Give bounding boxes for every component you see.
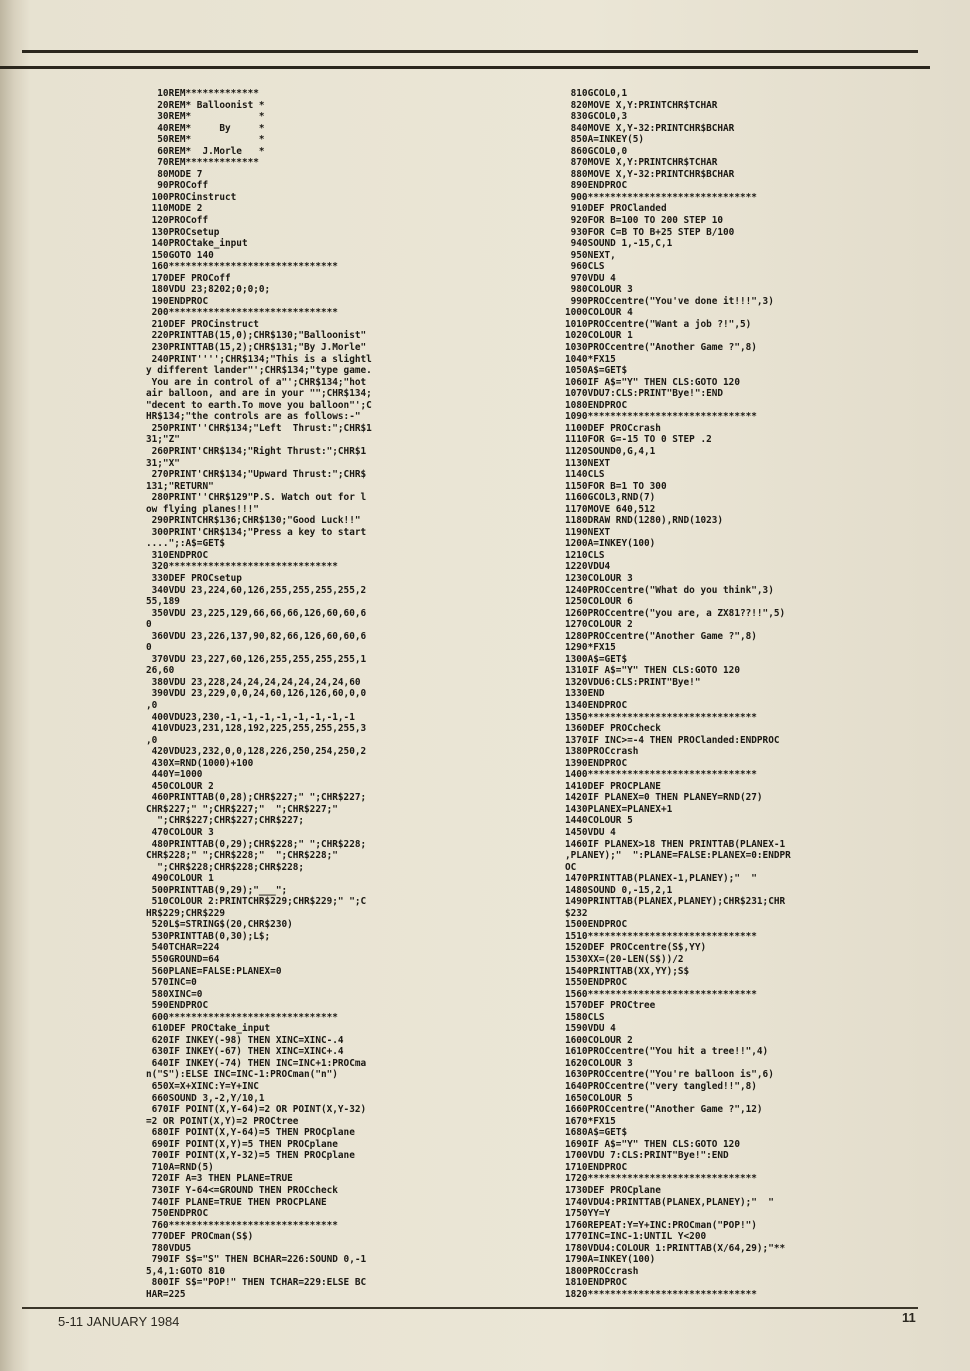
code-line: 1330END [565, 688, 605, 700]
code-line: 1440COLOUR 5 [565, 815, 633, 827]
code-line: 1210CLS [565, 549, 605, 561]
code-line: 55,189 [146, 596, 180, 608]
code-line: 1660PROCcentre("Another Game ?",12) [565, 1104, 763, 1116]
code-line: 250PRINT''CHR$134;"Left Thrust:";CHR$1 [146, 422, 372, 434]
code-line: 1130NEXT [565, 457, 611, 469]
code-line: 690IF POINT(X,Y)=5 THEN PROCplane [146, 1138, 338, 1150]
code-line: ow flying planes!!!" [146, 503, 259, 515]
code-line: HR$134;"the controls are as follows:-" [146, 411, 361, 423]
code-line: 1250COLOUR 6 [565, 596, 633, 608]
code-line: 1060IF A$="Y" THEN CLS:GOTO 120 [565, 376, 740, 388]
code-line: 140PROCtake_input [146, 238, 248, 250]
code-line: 910DEF PROClanded [565, 203, 667, 215]
code-line: 890ENDPROC [565, 180, 628, 192]
code-line: 320****************************** [146, 561, 338, 573]
code-line: 180VDU 23;8202;0;0;0; [146, 284, 271, 296]
code-line: 1550ENDPROC [565, 977, 628, 989]
code-line: 1280PROCcentre("Another Game ?",8) [565, 630, 757, 642]
code-line: 370VDU 23,227,60,126,255,255,255,255,1 [146, 653, 367, 665]
code-line: 700IF POINT(X,Y-32)=5 THEN PROCplane [146, 1150, 355, 1162]
code-line: 0 [146, 619, 152, 631]
code-line: 130PROCsetup [146, 226, 220, 238]
code-line: 1360DEF PROCcheck [565, 723, 661, 735]
code-line: OC [565, 861, 577, 873]
code-line: 1010PROCcentre("Want a job ?!",5) [565, 318, 752, 330]
code-line: 40REM* By * [146, 122, 265, 134]
code-line: 1110FOR G=-15 TO 0 STEP .2 [565, 434, 712, 446]
code-line: 750ENDPROC [146, 1208, 209, 1220]
code-line: 1520DEF PROCcentre(S$,YY) [565, 942, 707, 954]
code-line: 1200A=INKEY(100) [565, 538, 656, 550]
code-line: 270PRINT'CHR$134;"Upward Thrust:";CHR$ [146, 469, 367, 481]
code-line: 1020COLOUR 1 [565, 330, 633, 342]
code-line: 1090****************************** [565, 411, 757, 423]
code-line: 1720****************************** [565, 1173, 757, 1185]
code-line: HAR=225 [146, 1288, 186, 1300]
code-line: 90PROCoff [146, 180, 209, 192]
code-line: 740IF PLANE=TRUE THEN PROCPLANE [146, 1196, 327, 1208]
code-line: 540TCHAR=224 [146, 942, 220, 954]
code-line: ";CHR$228;CHR$228;CHR$228; [146, 861, 305, 873]
code-line: 720IF A=3 THEN PLANE=TRUE [146, 1173, 293, 1185]
code-line: 1670*FX15 [565, 1115, 616, 1127]
code-line: 1680A$=GET$ [565, 1127, 628, 1139]
code-line: 450COLOUR 2 [146, 780, 214, 792]
code-line: 470COLOUR 3 [146, 827, 214, 838]
code-line: 1750YY=Y [565, 1208, 611, 1220]
code-line: 1040*FX15 [565, 353, 616, 365]
code-line: ";CHR$227;CHR$227;CHR$227; [146, 815, 305, 827]
code-line: 960CLS [565, 261, 605, 273]
code-line: 1100DEF PROCcrash [565, 422, 661, 434]
code-line: 880MOVE X,Y-32:PRINTCHR$BCHAR [565, 168, 735, 180]
code-line: 1290*FX15 [565, 642, 616, 654]
code-line: 1460IF PLANEX>18 THEN PRINTTAB(PLANEX-1 [565, 838, 786, 850]
code-line: 420VDU23,232,0,0,128,226,250,254,250,2 [146, 746, 367, 758]
code-line: 1790A=INKEY(100) [565, 1254, 656, 1266]
code-line: 1080ENDPROC [565, 399, 628, 411]
code-line: 1070VDU7:CLS:PRINT"Bye!":END [565, 388, 724, 400]
code-line: 280PRINT''CHR$129"P.S. Watch out for l [146, 492, 367, 504]
code-line: 510COLOUR 2:PRINTCHR$229;CHR$229;" ";C [146, 896, 367, 908]
code-line: air balloon, and are in your "";CHR$134; [146, 388, 372, 400]
code-line: 920FOR B=100 TO 200 STEP 10 [565, 215, 724, 227]
code-line: 1700VDU 7:CLS:PRINT"Bye!":END [565, 1150, 729, 1162]
code-line: 0 [146, 642, 152, 654]
code-line: 120PROCoff [146, 215, 209, 227]
code-line: 500PRINTTAB(9,29);"___"; [146, 884, 288, 896]
code-line: 1470PRINTTAB(PLANEX-1,PLANEY);" " [565, 873, 757, 885]
code-line: 1620COLOUR 3 [565, 1057, 633, 1069]
code-line: 830GCOL0,3 [565, 111, 628, 123]
bottom-rule [22, 1307, 918, 1309]
code-line: 900****************************** [565, 191, 757, 203]
code-line: 1810ENDPROC [565, 1277, 628, 1289]
code-line: 1030PROCcentre("Another Game ?",8) [565, 342, 757, 354]
code-line: 1160GCOL3,RND(7) [565, 492, 656, 504]
code-line: 380VDU 23,228,24,24,24,24,24,24,24,60 [146, 676, 361, 688]
code-line: 1800PROCcrash [565, 1265, 639, 1277]
top-rule [22, 50, 918, 53]
code-line: ,PLANEY);" ":PLANE=FALSE:PLANEX=0:ENDPR [565, 850, 791, 862]
code-line: 970VDU 4 [565, 272, 616, 284]
code-line: 1350****************************** [565, 711, 757, 723]
code-line: HR$229;CHR$229 [146, 907, 226, 919]
code-line: 680IF POINT(X,Y-64)=5 THEN PROCplane [146, 1127, 355, 1139]
code-line: 150GOTO 140 [146, 249, 214, 261]
code-line: 860GCOL0,0 [565, 145, 628, 157]
code-line: 1310IF A$="Y" THEN CLS:GOTO 120 [565, 665, 740, 677]
code-line: 26,60 [146, 665, 175, 677]
code-line: 1430PLANEX=PLANEX+1 [565, 803, 673, 815]
code-line: 210DEF PROCinstruct [146, 318, 259, 330]
code-line: 1260PROCcentre("you are, a ZX81??!!",5) [565, 607, 786, 619]
code-line: ....";:A$=GET$ [146, 538, 226, 550]
code-line: 630IF INKEY(-67) THEN XINC=XINC+.4 [146, 1046, 344, 1058]
code-line: 360VDU 23,226,137,90,82,66,126,60,60,6 [146, 630, 367, 642]
code-line: 770DEF PROCman(S$) [146, 1231, 254, 1243]
code-line: 1190NEXT [565, 526, 611, 538]
code-line: 1760REPEAT:Y=Y+INC:PROCman("POP!") [565, 1219, 757, 1231]
code-line: 1570DEF PROCtree [565, 1000, 656, 1012]
code-line: 600****************************** [146, 1011, 338, 1023]
code-line: 200****************************** [146, 307, 338, 319]
code-line: 1740VDU4:PRINTTAB(PLANEX,PLANEY);" " [565, 1196, 774, 1208]
code-line: 1230COLOUR 3 [565, 572, 633, 584]
code-line: 230PRINTTAB(15,2);CHR$131;"By J.Morle" [146, 342, 367, 354]
code-line: 390VDU 23,229,0,0,24,60,126,126,60,0,0 [146, 688, 367, 700]
code-line: 170DEF PROCoff [146, 272, 231, 284]
code-line: 1650COLOUR 5 [565, 1092, 633, 1104]
code-line: 1240PROCcentre("What do you think",3) [565, 584, 774, 596]
code-line: 20REM* Balloonist * [146, 99, 265, 111]
code-line: 1500ENDPROC [565, 919, 628, 931]
page-number: 11 [902, 1310, 916, 1325]
code-line: 550GROUND=64 [146, 954, 220, 966]
code-line: 480PRINTTAB(0,29);CHR$228;" ";CHR$228; [146, 838, 367, 850]
code-line: 1320VDU6:CLS:PRINT"Bye!" [565, 676, 701, 688]
code-line: 260PRINT'CHR$134;"Right Thrust:";CHR$1 [146, 445, 367, 457]
code-line: 340VDU 23,224,60,126,255,255,255,255,2 [146, 584, 367, 596]
code-line: 31;"Z" [146, 434, 180, 446]
code-line: 1450VDU 4 [565, 827, 616, 838]
code-line: 610DEF PROCtake_input [146, 1023, 271, 1035]
code-line: 30REM* * [146, 111, 265, 123]
code-line: 990PROCcentre("You've done it!!!",3) [565, 295, 774, 307]
code-line: 940SOUND 1,-15,C,1 [565, 238, 673, 250]
top-rule-secondary [0, 66, 930, 69]
code-line: 1710ENDPROC [565, 1161, 628, 1173]
code-line: 1140CLS [565, 469, 605, 481]
code-line: 80MODE 7 [146, 168, 203, 180]
code-line: 1690IF A$="Y" THEN CLS:GOTO 120 [565, 1138, 740, 1150]
code-line: $232 [565, 907, 588, 919]
code-line: 1370IF INC>=-4 THEN PROClanded:ENDPROC [565, 734, 780, 746]
code-line: 190ENDPROC [146, 295, 209, 307]
code-line: 240PRINT'''';CHR$134;"This is a slightl [146, 353, 372, 365]
code-line: 410VDU23,231,128,192,225,255,255,255,3 [146, 723, 367, 735]
code-line: 400VDU23,230,-1,-1,-1,-1,-1,-1,-1,-1 [146, 711, 355, 723]
code-line: 820MOVE X,Y:PRINTCHR$TCHAR [565, 99, 718, 111]
code-line: 520L$=STRING$(20,CHR$230) [146, 919, 293, 931]
code-line: 620IF INKEY(-98) THEN XINC=XINC-.4 [146, 1034, 344, 1046]
code-line: 1220VDU4 [565, 561, 611, 573]
code-line: 5,4,1:GOTO 810 [146, 1265, 226, 1277]
code-line: 31;"X" [146, 457, 180, 469]
code-line: 1530XX=(20-LEN(S$))/2 [565, 954, 684, 966]
code-line: 350VDU 23,225,129,66,66,66,126,60,60,6 [146, 607, 367, 619]
code-line: 840MOVE X,Y-32:PRINTCHR$BCHAR [565, 122, 735, 134]
code-line: 1270COLOUR 2 [565, 619, 633, 631]
code-line: 1770INC=INC-1:UNTIL Y<200 [565, 1231, 707, 1243]
code-line: 50REM* * [146, 134, 265, 146]
code-line: 330DEF PROCsetup [146, 572, 242, 584]
code-line: You are in control of a"';CHR$134;"hot [146, 376, 367, 388]
code-line: 1420IF PLANEX=0 THEN PLANEY=RND(27) [565, 792, 763, 804]
code-line: 950NEXT, [565, 249, 616, 261]
code-line: 60REM* J.Morle * [146, 145, 265, 157]
code-line: 1600COLOUR 2 [565, 1034, 633, 1046]
code-line: 1580CLS [565, 1011, 605, 1023]
code-line: 1410DEF PROCPLANE [565, 780, 661, 792]
code-line: 490COLOUR 1 [146, 873, 214, 885]
code-line: y different lander"';CHR$134;"type game. [146, 365, 372, 377]
code-line: 870MOVE X,Y:PRINTCHR$TCHAR [565, 157, 718, 169]
code-line: 100PROCinstruct [146, 191, 237, 203]
code-line: n("S"):ELSE INC=INC-1:PROCman("n") [146, 1069, 338, 1081]
code-line: 1540PRINTTAB(XX,YY);S$ [565, 965, 690, 977]
issue-date: 5-11 JANUARY 1984 [58, 1314, 180, 1329]
code-line: 850A=INKEY(5) [565, 134, 645, 146]
code-line: 430X=RND(1000)+100 [146, 757, 254, 769]
code-line: 1510****************************** [565, 930, 757, 942]
code-line: 650X=X+XINC:Y=Y+INC [146, 1081, 259, 1093]
code-line: 560PLANE=FALSE:PLANEX=0 [146, 965, 282, 977]
code-line: ,0 [146, 699, 158, 711]
code-line: 10REM************* [146, 88, 259, 99]
code-line: 460PRINTTAB(0,28);CHR$227;" ";CHR$227; [146, 792, 367, 804]
code-line: 730IF Y-64<=GROUND THEN PROCcheck [146, 1184, 338, 1196]
code-line: 160****************************** [146, 261, 338, 273]
code-line: 1590VDU 4 [565, 1023, 616, 1035]
code-line: "decent to earth.To move you balloon"';C [146, 399, 372, 411]
code-line: 131;"RETURN" [146, 480, 214, 492]
code-line: CHR$228;" ";CHR$228;" ";CHR$228;" [146, 850, 338, 862]
code-line: 590ENDPROC [146, 1000, 209, 1012]
code-line: 1170MOVE 640,512 [565, 503, 656, 515]
code-line: 300PRINT'CHR$134;"Press a key to start [146, 526, 367, 538]
code-line: 1000COLOUR 4 [565, 307, 633, 319]
program-listing-right-column [565, 88, 857, 1300]
code-line: 670IF POINT(X,Y-64)=2 OR POINT(X,Y-32) [146, 1104, 367, 1116]
code-line: 1730DEF PROCplane [565, 1184, 661, 1196]
code-line: 1390ENDPROC [565, 757, 628, 769]
code-line: 220PRINTTAB(15,0);CHR$130;"Balloonist" [146, 330, 367, 342]
code-line: ,0 [146, 734, 158, 746]
program-listing-left-column [146, 88, 438, 1300]
code-line: 1560****************************** [565, 988, 757, 1000]
code-line: 790IF S$="S" THEN BCHAR=226:SOUND 0,-1 [146, 1254, 367, 1266]
code-line: 1780VDU4:COLOUR 1:PRINTTAB(X/64,29);"** [565, 1242, 786, 1254]
code-line: 760****************************** [146, 1219, 338, 1231]
code-line: 1120SOUND0,G,4,1 [565, 445, 656, 457]
code-line: 1400****************************** [565, 769, 757, 781]
code-line: 1480SOUND 0,-15,2,1 [565, 884, 673, 896]
code-line: 110MODE 2 [146, 203, 203, 215]
code-line: 1630PROCcentre("You're balloon is",6) [565, 1069, 774, 1081]
code-line: 780VDU5 [146, 1242, 192, 1254]
code-line: 570INC=0 [146, 977, 197, 989]
code-line: 580XINC=0 [146, 988, 203, 1000]
code-line: 660SOUND 3,-2,Y/10,1 [146, 1092, 265, 1104]
code-line: 810GCOL0,1 [565, 88, 628, 99]
code-line: 530PRINTTAB(0,30);L$; [146, 930, 271, 942]
code-line: 70REM************* [146, 157, 259, 169]
code-line: 1610PROCcentre("You hit a tree!!",4) [565, 1046, 769, 1058]
code-line: 1180DRAW RND(1280),RND(1023) [565, 515, 724, 527]
code-line: 1050A$=GET$ [565, 365, 628, 377]
code-line: 1300A$=GET$ [565, 653, 628, 665]
code-line: 1380PROCcrash [565, 746, 639, 758]
code-line: 1490PRINTTAB(PLANEX,PLANEY);CHR$231;CHR [565, 896, 786, 908]
code-line: 930FOR C=B TO B+25 STEP B/100 [565, 226, 735, 238]
code-line: 640IF INKEY(-74) THEN INC=INC+1:PROCma [146, 1057, 367, 1069]
code-line: 1820****************************** [565, 1288, 757, 1300]
code-line: 290PRINTCHR$136;CHR$130;"Good Luck!!" [146, 515, 361, 527]
code-line: 710A=RND(5) [146, 1161, 214, 1173]
code-line: 1340ENDPROC [565, 699, 628, 711]
code-line: 980COLOUR 3 [565, 284, 633, 296]
code-line: 310ENDPROC [146, 549, 209, 561]
code-line: 440Y=1000 [146, 769, 203, 781]
code-line: 1150FOR B=1 TO 300 [565, 480, 667, 492]
code-line: CHR$227;" ";CHR$227;" ";CHR$227;" [146, 803, 338, 815]
code-line: =2 OR POINT(X,Y)=2 PROCtree [146, 1115, 299, 1127]
code-line: 1640PROCcentre("very tangled!!",8) [565, 1081, 757, 1093]
code-line: 800IF S$="POP!" THEN TCHAR=229:ELSE BC [146, 1277, 367, 1289]
